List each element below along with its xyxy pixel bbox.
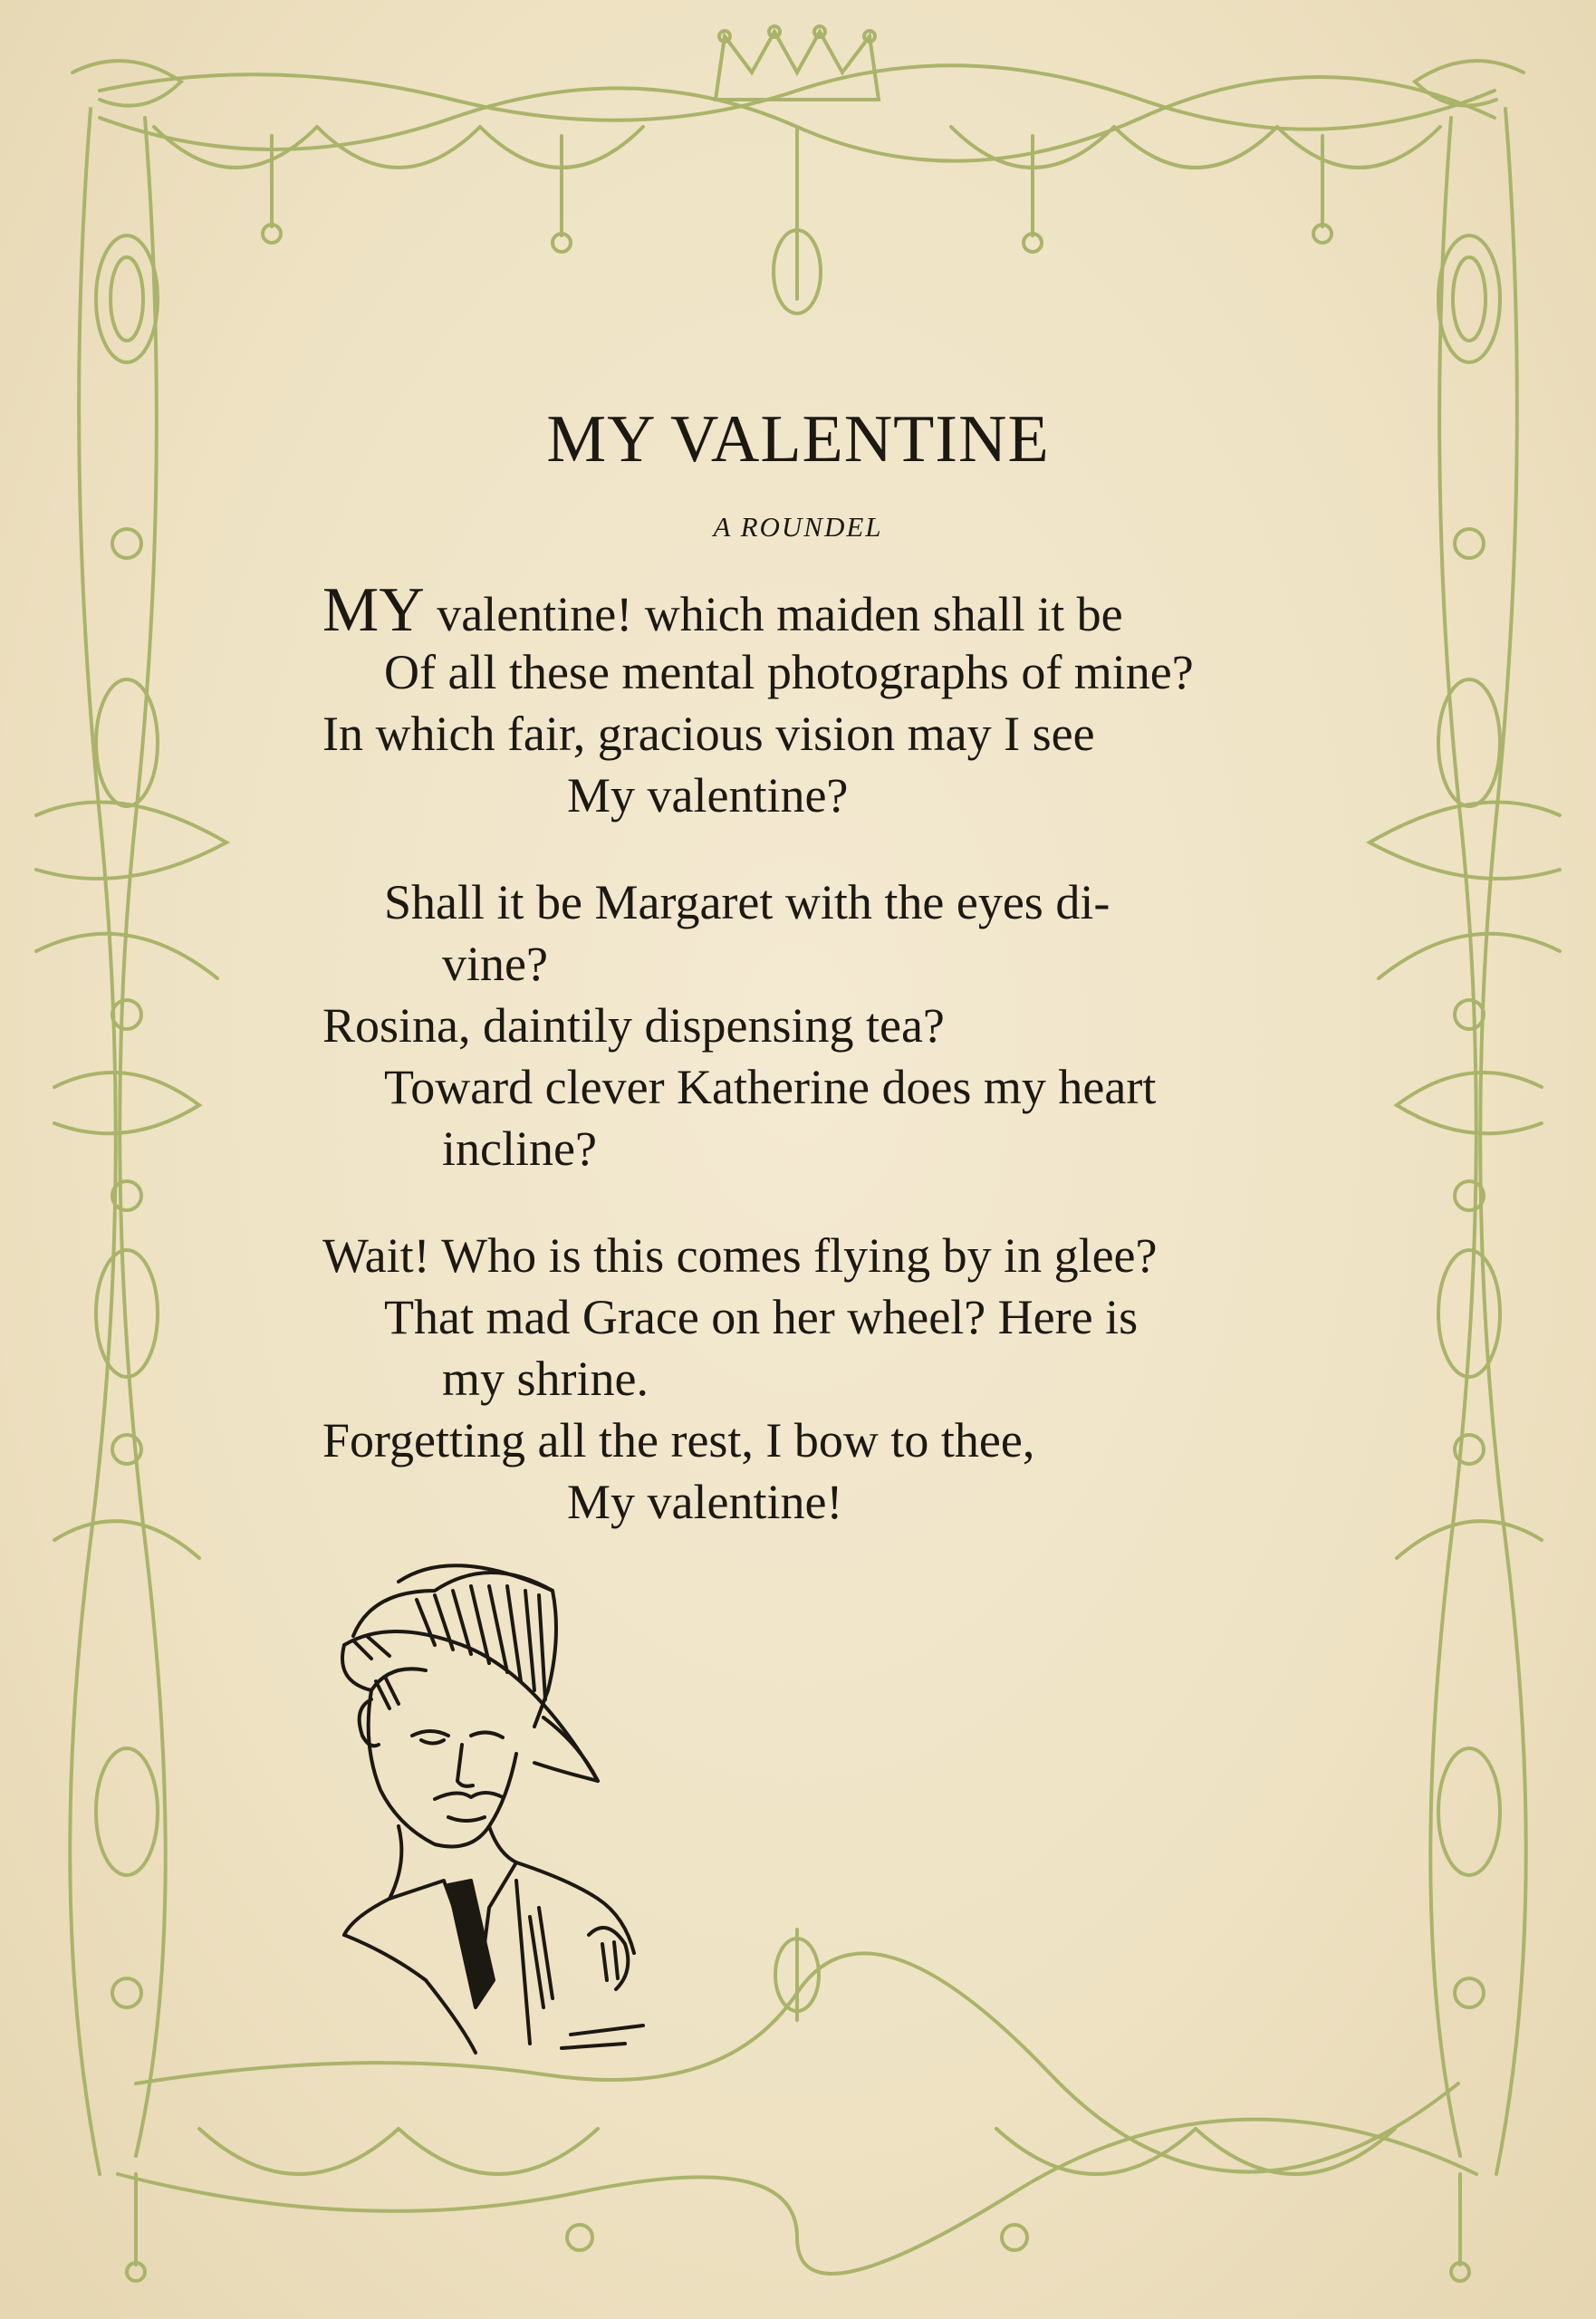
poem-line: Toward clever Katherine does my heart: [384, 1060, 1157, 1114]
poem-line: Rosina, daintily dispensing tea?: [322, 998, 945, 1053]
poem-line: In which fair, gracious vision may I see: [322, 707, 1095, 761]
poem-line: [322, 575, 1246, 645]
poem-line: incline?: [442, 1121, 597, 1176]
drop-cap: MY: [322, 575, 425, 645]
poem-line: my shrine.: [442, 1352, 649, 1406]
stanza-gap: [322, 826, 1246, 871]
poem-line-text: valentine! which maiden shall it be: [424, 587, 1123, 641]
poem-line: My valentine?: [567, 768, 849, 823]
page-title: MY VALENTINE: [546, 402, 1050, 476]
poem-line: That mad Grace on her wheel? Here is: [384, 1290, 1139, 1344]
crown-icon: [716, 26, 879, 100]
poem-line: My valentine!: [567, 1475, 843, 1529]
poem-line: Wait! Who is this comes flying by in glee?: [322, 1228, 1158, 1283]
gentleman-portrait-illustration: [335, 1554, 725, 2071]
poem-subtitle: A ROUNDEL: [713, 511, 883, 543]
poem-line: Of all these mental photographs of mine?: [384, 645, 1194, 699]
poem-line: vine?: [442, 937, 548, 991]
poem-line: Forgetting all the rest, I bow to thee,: [322, 1413, 1035, 1467]
poem-line: Shall it be Margaret with the eyes di-: [384, 875, 1110, 929]
poem-body: [322, 575, 1246, 1533]
stanza-gap: [322, 1179, 1246, 1225]
